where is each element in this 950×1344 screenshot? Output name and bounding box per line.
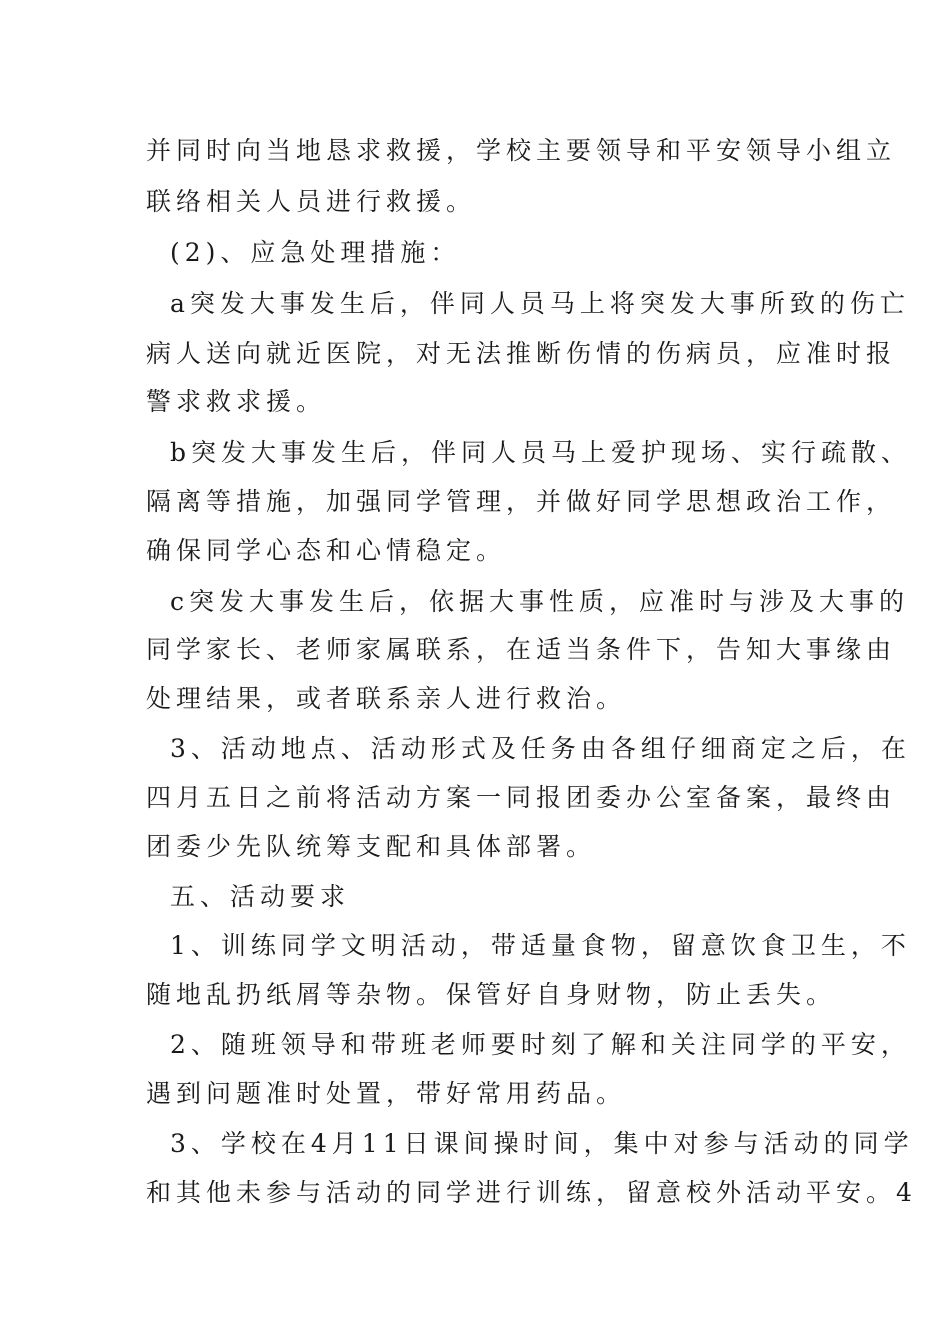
text-line: 3、活动地点、活动形式及任务由各组仔细商定之后，在: [170, 734, 911, 763]
text-line: a突发大事发生后，伴同人员马上将突发大事所致的伤亡: [170, 289, 910, 318]
text-line: 隔离等措施，加强同学管理，并做好同学思想政治工作，: [146, 487, 897, 516]
section-heading: (2)、应急处理措施：: [170, 238, 461, 267]
text-line: c突发大事发生后，依据大事性质，应准时与涉及大事的: [170, 587, 910, 616]
text-line: 确保同学心态和心情稳定。: [146, 536, 507, 565]
text-line: b突发大事发生后，伴同人员马上爱护现场、实行疏散、: [170, 438, 912, 467]
text-line: 3、学校在4月11日课间操时间，集中对参与活动的同学: [170, 1129, 914, 1158]
text-line: 同学家长、老师家属联系，在适当条件下，告知大事缘由: [146, 635, 897, 664]
text-line: 团委少先队统筹支配和具体部署。: [146, 832, 597, 861]
text-line: 1、训练同学文明活动，带适量食物，留意饮食卫生，不: [170, 931, 911, 960]
text-line: 和其他未参与活动的同学进行训练，留意校外活动平安。4: [146, 1178, 917, 1207]
text-line: 病人送向就近医院，对无法推断伤情的伤病员，应准时报: [146, 339, 897, 368]
text-line: 并同时向当地恳求救援，学校主要领导和平安领导小组立: [146, 136, 897, 165]
section-heading: 五、活动要求: [170, 882, 351, 911]
text-line: 警求救求援。: [146, 387, 327, 416]
text-line: 2、随班领导和带班老师要时刻了解和关注同学的平安，: [170, 1030, 911, 1059]
text-line: 遇到问题准时处置，带好常用药品。: [146, 1079, 627, 1108]
text-line: 四月五日之前将活动方案一同报团委办公室备案，最终由: [146, 783, 897, 812]
text-line: 随地乱扔纸屑等杂物。保管好自身财物，防止丢失。: [146, 980, 837, 1009]
text-line: 处理结果，或者联系亲人进行救治。: [146, 684, 627, 713]
text-line: 联络相关人员进行救援。: [146, 187, 477, 216]
